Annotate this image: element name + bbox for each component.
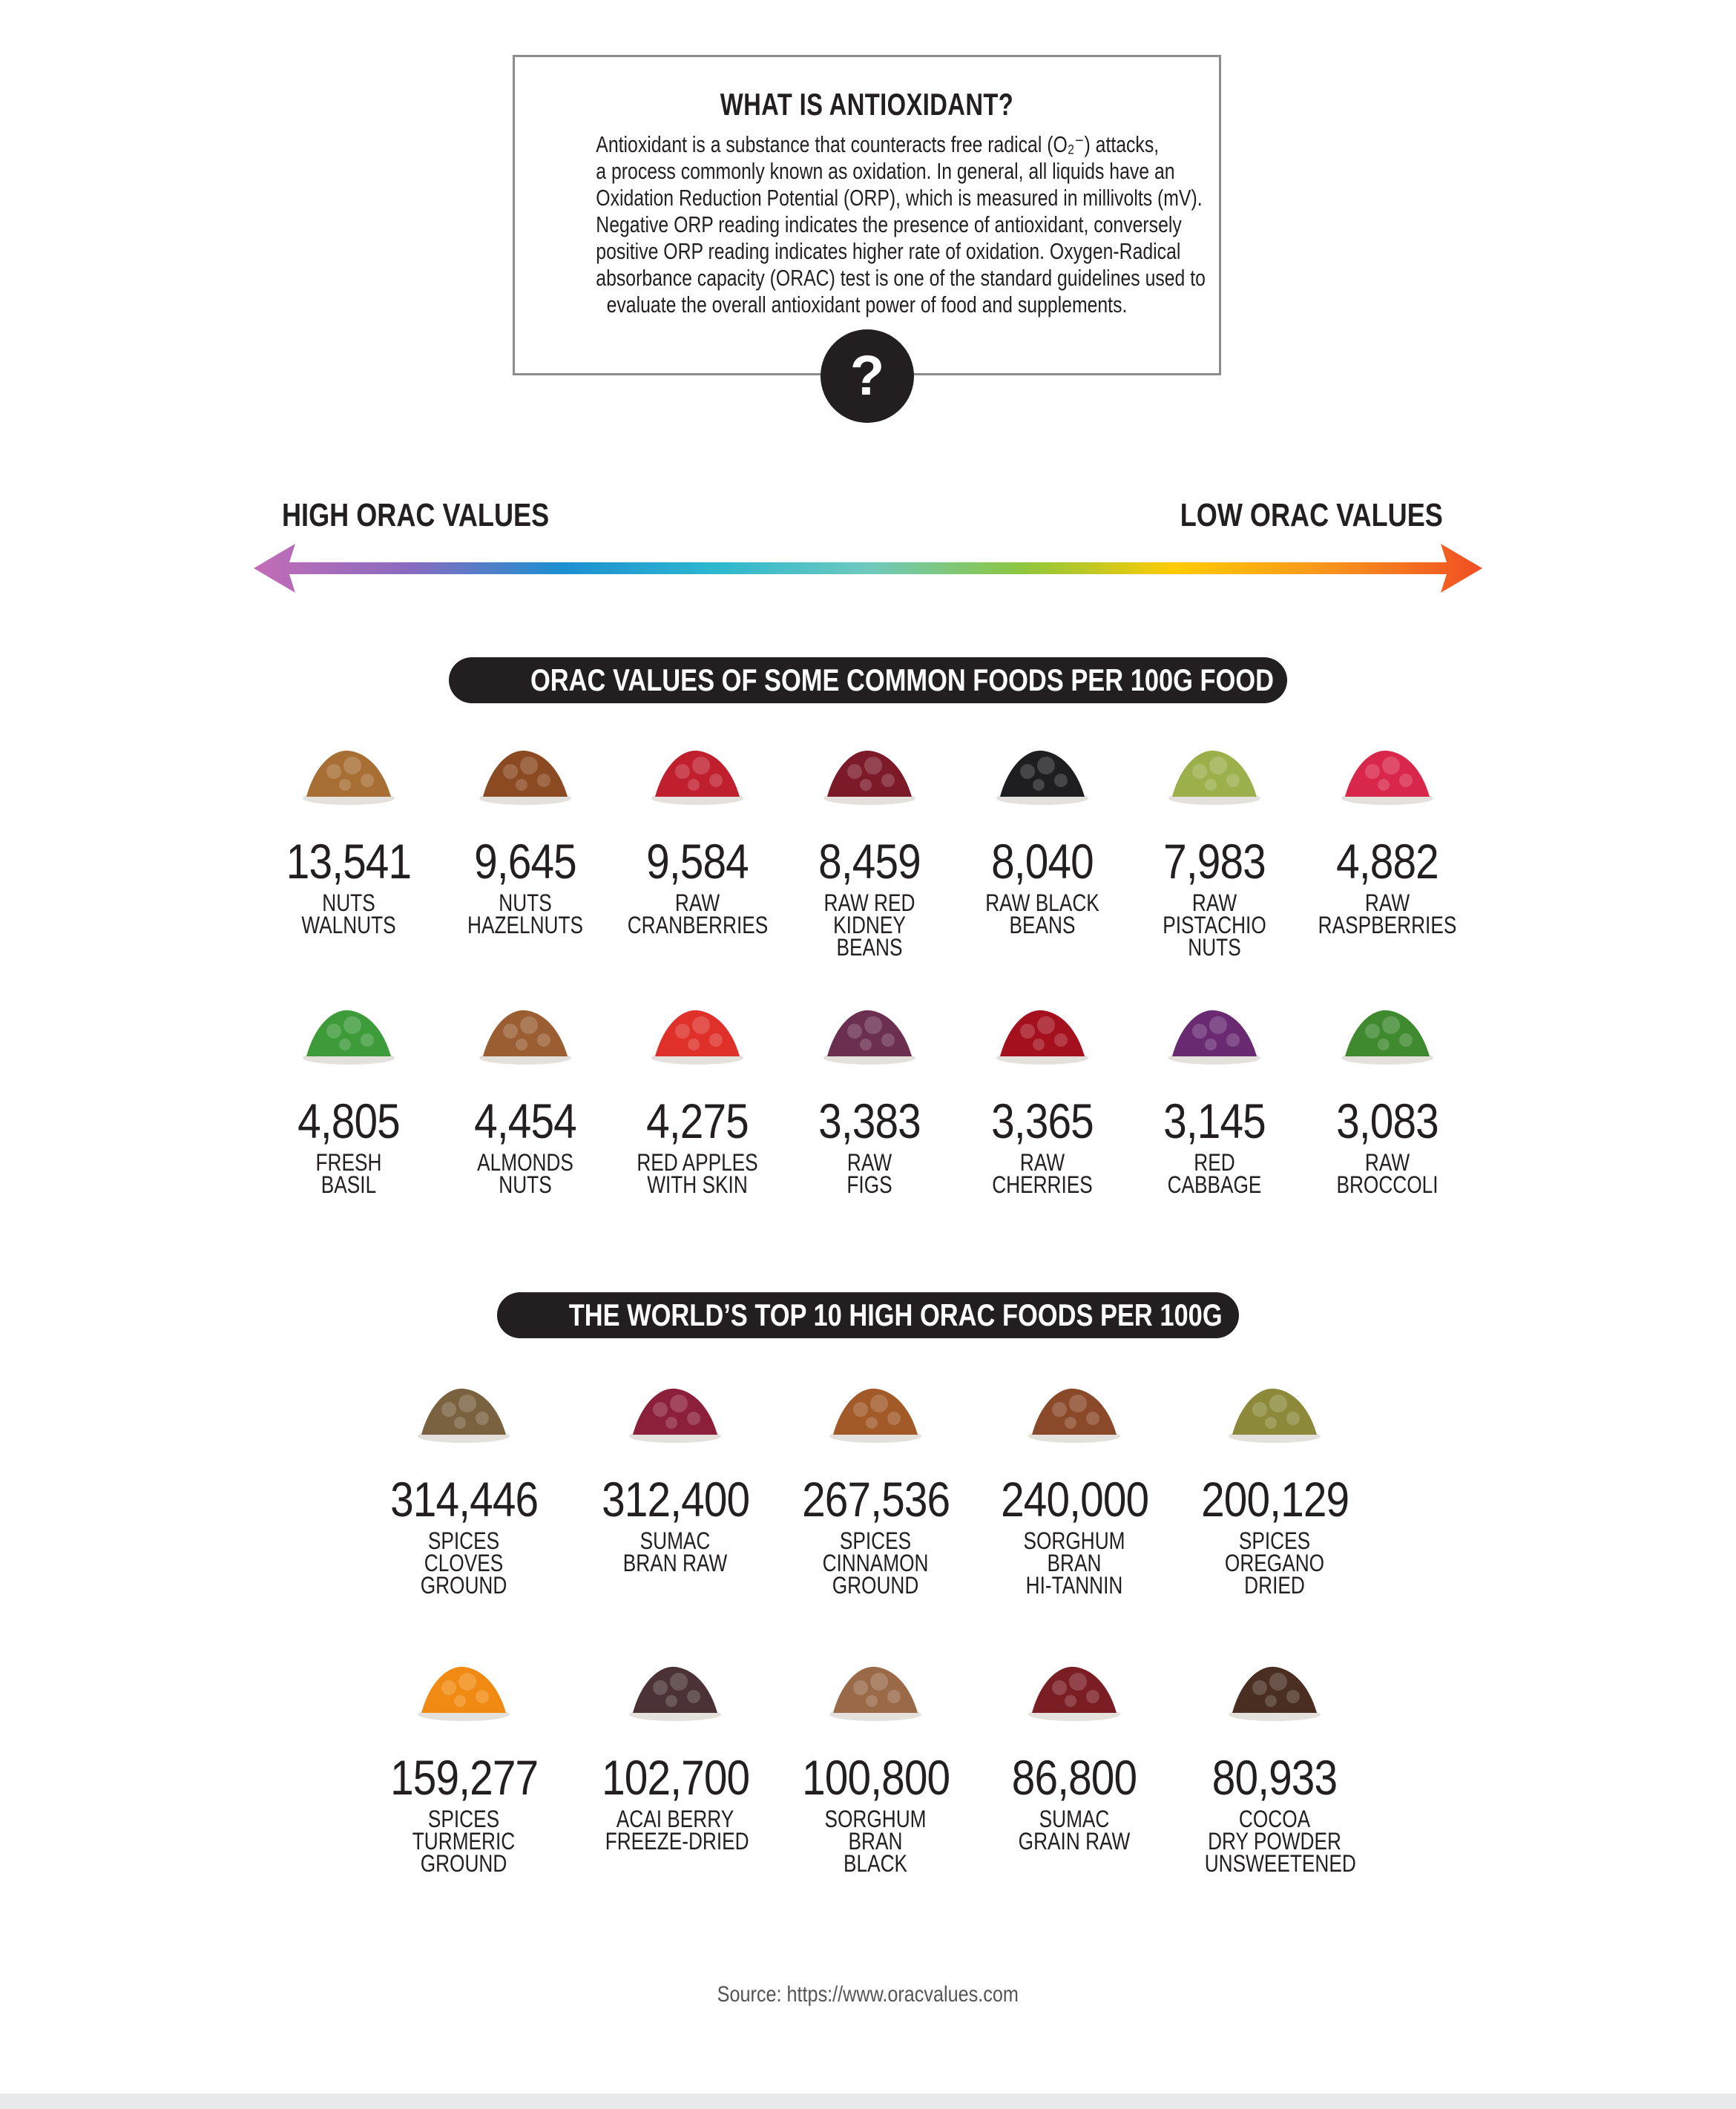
food-label: [627, 889, 769, 938]
food-label: [628, 1151, 768, 1196]
cabbage-icon: [1159, 994, 1270, 1068]
raspberry-icon: [1332, 734, 1443, 809]
food-label-line: SUMAC: [640, 1527, 711, 1554]
food-label: [973, 1151, 1113, 1196]
intro-line: evaluate the overall antioxidant power of food and supplements.: [606, 292, 1128, 317]
food-label-line: SORGHUM: [824, 1806, 927, 1832]
high-orac-label: HIGH ORAC VALUES: [282, 497, 550, 533]
sumac-bran-icon: [619, 1372, 731, 1447]
food-item: [378, 1651, 549, 1875]
food-label-line: WALNUTS: [301, 912, 396, 938]
food-item: [784, 994, 955, 1196]
food-item: [957, 734, 1128, 936]
food-label-line: WITH SKIN: [647, 1171, 748, 1198]
intro-line: absorbance capacity (ORAC) test is one of the standard guidelines used to: [596, 265, 1206, 291]
food-label-line: GROUND: [832, 1572, 919, 1599]
food-item: [263, 734, 434, 936]
food-label: [1005, 1527, 1145, 1599]
cinnamon-icon: [820, 1372, 931, 1447]
orac-value: 4,275: [646, 1093, 749, 1148]
food-label: [1318, 889, 1458, 938]
food-label-line: BEANS: [836, 934, 903, 961]
food-label: [800, 1151, 940, 1196]
food-label-line: UNSWEETENED: [1204, 1850, 1356, 1877]
food-label: [800, 889, 940, 961]
low-orac-label: LOW ORAC VALUES: [1180, 497, 1443, 533]
sorghum-icon: [1019, 1372, 1130, 1447]
food-item: [378, 1372, 549, 1599]
food-item: [1302, 734, 1473, 936]
food-item: [790, 1651, 961, 1875]
food-label-line: RAW: [1019, 1149, 1065, 1176]
food-label-line: RASPBERRIES: [1318, 912, 1457, 938]
food-label-line: CRANBERRIES: [627, 912, 769, 938]
basil-icon: [293, 994, 404, 1068]
food-label-line: RAW: [1364, 889, 1410, 916]
sumac-grain-icon: [1019, 1651, 1130, 1725]
cocoa-icon: [1219, 1651, 1330, 1725]
food-label-line: SPICES: [1238, 1527, 1311, 1554]
food-label-line: CHERRIES: [992, 1171, 1093, 1198]
food-item: [1129, 734, 1300, 961]
kidney-bean-icon: [814, 734, 925, 809]
food-label-line: NUTS: [499, 1171, 552, 1198]
food-label: [456, 889, 596, 938]
orac-value: 3,145: [1163, 1093, 1266, 1148]
turmeric-icon: [408, 1651, 519, 1725]
food-label-line: RED APPLES: [637, 1149, 758, 1176]
orac-value: 13,541: [286, 834, 412, 889]
food-label: [1318, 1151, 1458, 1196]
food-item: [989, 1651, 1160, 1855]
food-label-line: CLOVES: [424, 1550, 504, 1576]
food-label: [279, 1151, 419, 1196]
orac-value: 3,365: [991, 1093, 1094, 1148]
orac-value: 3,383: [818, 1093, 921, 1148]
food-label-line: BRAN: [1047, 1550, 1102, 1576]
food-label-line: BRAN: [848, 1828, 903, 1855]
food-label-line: PISTACHIO: [1163, 912, 1266, 938]
food-item: [440, 734, 611, 936]
food-label: [394, 1808, 534, 1875]
food-label-line: RAW: [1364, 1149, 1410, 1176]
food-label-line: ACAI BERRY: [616, 1806, 734, 1832]
food-label-line: HAZELNUTS: [467, 912, 584, 938]
food-label-line: CINNAMON: [822, 1550, 929, 1576]
acai-icon: [619, 1651, 731, 1725]
food-item: [1189, 1651, 1360, 1875]
food-label-line: FIGS: [846, 1171, 892, 1198]
food-label-line: SPICES: [427, 1527, 500, 1554]
intro-line: Antioxidant is a substance that counteracts free radical (O₂⁻) attacks,: [596, 131, 1160, 157]
food-label: [1204, 1806, 1356, 1877]
walnut-icon: [293, 734, 404, 809]
orac-value: 8,459: [818, 834, 921, 889]
food-item: [612, 734, 783, 936]
food-label-line: FRESH: [315, 1149, 382, 1176]
source-note: Source: https://www.oracvalues.com: [717, 1982, 1019, 2007]
food-label-line: RAW: [846, 1149, 892, 1176]
food-label-line: ALMONDS: [477, 1149, 573, 1176]
food-label-line: BASIL: [320, 1171, 377, 1198]
food-label: [1005, 1806, 1145, 1855]
food-label-line: OREGANO: [1224, 1550, 1325, 1576]
pistachio-icon: [1159, 734, 1270, 809]
food-label-line: SORGHUM: [1023, 1527, 1125, 1554]
food-label-line: GROUND: [420, 1572, 507, 1599]
intro-box: [513, 55, 1221, 375]
orac-value: 200,129: [1201, 1472, 1349, 1527]
food-item: [612, 994, 783, 1196]
top-foods-heading: THE WORLD’S TOP 10 HIGH ORAC FOODS PER 100G: [497, 1292, 1239, 1338]
food-label-line: NUTS: [499, 889, 552, 916]
food-label-line: HI-TANNIN: [1025, 1572, 1123, 1599]
food-item: [1129, 994, 1300, 1196]
almond-icon: [470, 994, 581, 1068]
food-label-line: SPICES: [427, 1806, 500, 1832]
food-label-line: SPICES: [839, 1527, 912, 1554]
oregano-icon: [1219, 1372, 1330, 1447]
bottom-bar: [0, 2093, 1736, 2109]
common-foods-heading: ORAC VALUES OF SOME COMMON FOODS PER 100G FOOD: [449, 657, 1287, 703]
sorghum-black-icon: [820, 1651, 931, 1725]
food-label-line: RAW: [1191, 889, 1237, 916]
food-item: [790, 1372, 961, 1599]
orac-value: 312,400: [602, 1472, 750, 1527]
food-label-line: RED: [1194, 1149, 1235, 1176]
food-label-line: TURMERIC: [412, 1828, 516, 1855]
food-label-line: KIDNEY: [833, 912, 906, 938]
food-label-line: SUMAC: [1039, 1806, 1110, 1832]
food-label: [1145, 889, 1285, 961]
food-label-line: RAW RED: [823, 889, 915, 916]
food-label: [1205, 1527, 1345, 1599]
orac-value: 8,040: [991, 834, 1094, 889]
intro-text: [528, 131, 1206, 318]
fig-icon: [814, 994, 925, 1068]
food-label-line: RAW BLACK: [985, 889, 1099, 916]
food-item: [590, 1651, 760, 1855]
orac-value: 3,083: [1336, 1093, 1439, 1148]
question-mark-icon: ?: [821, 329, 914, 423]
orac-value: 159,277: [390, 1750, 539, 1805]
cherry-icon: [987, 994, 1098, 1068]
food-label: [806, 1527, 946, 1599]
food-label-line: NUTS: [1188, 934, 1241, 961]
orac-gradient-arrow: [254, 544, 1482, 593]
hazelnut-icon: [470, 734, 581, 809]
food-item: [784, 734, 955, 961]
orac-value: 9,584: [646, 834, 749, 889]
orac-value: 100,800: [802, 1750, 950, 1805]
cranberry-icon: [642, 734, 753, 809]
food-label: [1145, 1151, 1285, 1196]
orac-value: 86,800: [1011, 1750, 1137, 1805]
food-label-line: FREEZE-DRIED: [605, 1828, 749, 1855]
food-label-line: COCOA: [1238, 1806, 1311, 1832]
intro-title: WHAT IS ANTIOXIDANT?: [720, 87, 1014, 122]
food-item: [263, 994, 434, 1196]
food-item: [1189, 1372, 1360, 1599]
food-label: [279, 889, 419, 938]
food-label: [806, 1808, 946, 1875]
food-label-line: GRAIN RAW: [1018, 1828, 1131, 1855]
apple-icon: [642, 994, 753, 1068]
food-label-line: DRIED: [1244, 1572, 1305, 1599]
food-label: [456, 1151, 596, 1196]
food-label-line: NUTS: [322, 889, 375, 916]
orac-value: 240,000: [1001, 1472, 1149, 1527]
food-label-line: GROUND: [420, 1850, 507, 1877]
food-item: [957, 994, 1128, 1196]
orac-value: 80,933: [1211, 1750, 1338, 1805]
food-item: [440, 994, 611, 1196]
orac-value: 7,983: [1163, 834, 1266, 889]
intro-line: a process commonly known as oxidation. In general, all liquids have an: [596, 158, 1175, 184]
black-bean-icon: [987, 734, 1098, 809]
orac-value: 267,536: [802, 1472, 950, 1527]
orac-value: 4,882: [1336, 834, 1439, 889]
intro-line: Oxidation Reduction Potential (ORP), which is measured in millivolts (mV).: [596, 185, 1203, 211]
food-item: [590, 1372, 760, 1574]
food-label-line: BEANS: [1009, 912, 1076, 938]
food-label-line: CABBAGE: [1167, 1171, 1262, 1198]
food-label: [394, 1527, 534, 1599]
food-label-line: BROCCOLI: [1336, 1171, 1439, 1198]
food-item: [1302, 994, 1473, 1196]
food-label-line: DRY POWDER: [1208, 1828, 1341, 1855]
food-label: [605, 1527, 746, 1576]
intro-line: positive ORP reading indicates higher rate of oxidation. Oxygen-Radical: [596, 238, 1181, 264]
food-item: [989, 1372, 1160, 1599]
orac-value: 102,700: [602, 1750, 750, 1805]
intro-line: Negative ORP reading indicates the presence of antioxidant, conversely: [596, 211, 1182, 237]
food-label-line: BLACK: [843, 1850, 908, 1877]
food-label: [973, 889, 1113, 938]
food-label: [605, 1806, 749, 1855]
food-label-line: BRAN RAW: [622, 1550, 728, 1576]
food-label-line: RAW: [674, 889, 720, 916]
orac-value: 4,454: [474, 1093, 576, 1148]
orac-value: 4,805: [297, 1093, 400, 1148]
broccoli-icon: [1332, 994, 1443, 1068]
cloves-icon: [408, 1372, 519, 1447]
orac-value: 9,645: [474, 834, 576, 889]
orac-value: 314,446: [390, 1472, 539, 1527]
